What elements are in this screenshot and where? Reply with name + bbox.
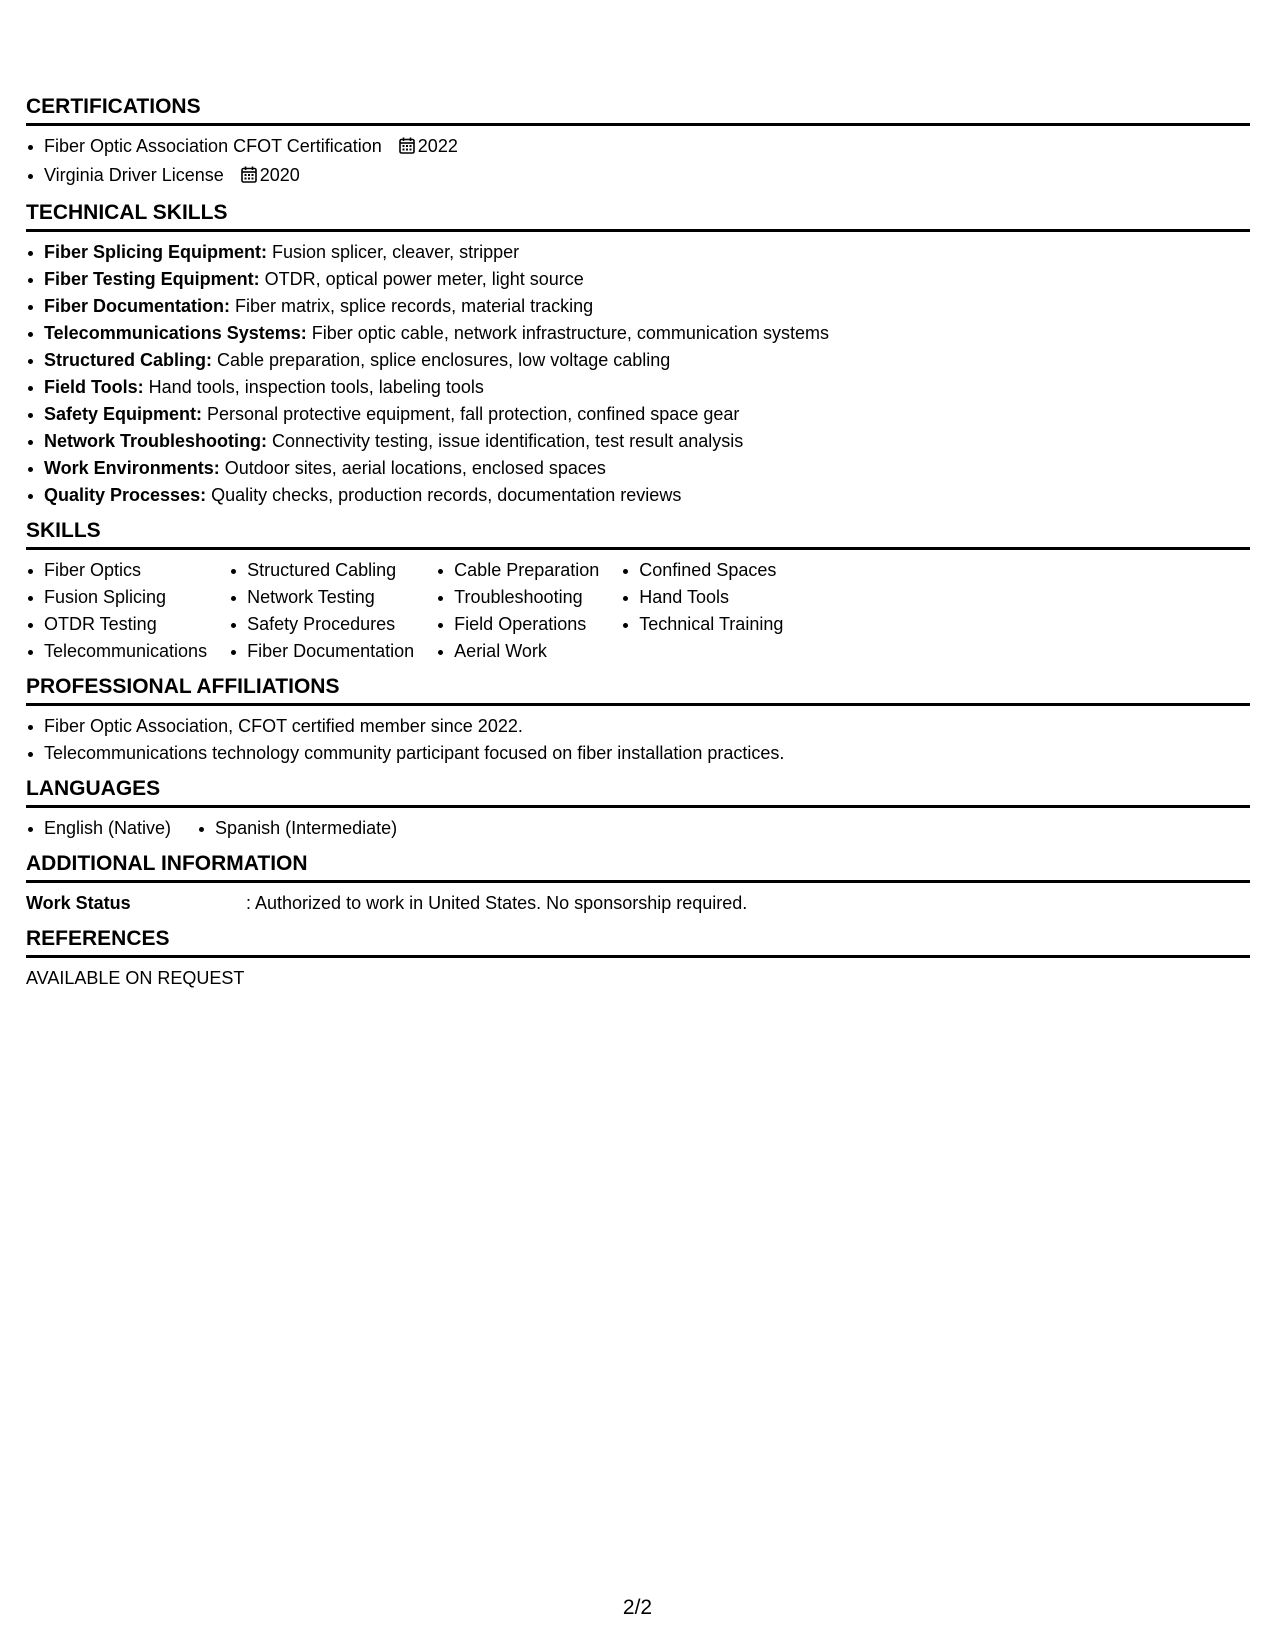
list-item bbox=[26, 133, 1250, 162]
certifications-list bbox=[26, 133, 1250, 191]
skill-detail: Fiber optic cable, network infrastructure, communication systems bbox=[306, 323, 829, 343]
list-item: Confined Spaces bbox=[621, 557, 783, 584]
list-item bbox=[26, 482, 1250, 509]
skill-category: Telecommunications Systems: bbox=[44, 323, 307, 343]
calendar-icon bbox=[241, 164, 257, 191]
skill-category: Fiber Documentation: bbox=[44, 296, 231, 316]
list-item: Fiber Documentation bbox=[229, 638, 414, 665]
list-item: Spanish (Intermediate) bbox=[197, 815, 397, 842]
list-item: Hand Tools bbox=[621, 584, 783, 611]
list-item bbox=[26, 428, 1250, 455]
list-item bbox=[26, 347, 1250, 374]
work-status-value: : Authorized to work in United States. No sponsorship required. bbox=[246, 893, 748, 913]
additional-info-section bbox=[26, 851, 1250, 917]
skill-category: Quality Processes: bbox=[44, 485, 207, 505]
skill-category: Fiber Splicing Equipment: bbox=[44, 242, 268, 262]
references-text: AVAILABLE ON REQUEST bbox=[26, 968, 245, 988]
skills-column bbox=[436, 557, 599, 665]
skill-detail: Quality checks, production records, documentation reviews bbox=[206, 485, 682, 505]
skill-category: Work Environments: bbox=[44, 458, 220, 478]
skills-columns bbox=[26, 557, 1250, 665]
list-item: Safety Procedures bbox=[229, 611, 414, 638]
technical-skills-list bbox=[26, 239, 1250, 509]
list-item: Fiber Optics bbox=[26, 557, 207, 584]
list-item bbox=[26, 455, 1250, 482]
list-item: Fiber Optic Association, CFOT certified member since 2022. bbox=[26, 713, 1250, 740]
skill-detail: OTDR, optical power meter, light source bbox=[259, 269, 584, 289]
work-status-row bbox=[26, 890, 1250, 917]
skill-detail: Outdoor sites, aerial locations, enclosed spaces bbox=[219, 458, 606, 478]
list-item: English (Native) bbox=[26, 815, 171, 842]
list-item: Troubleshooting bbox=[436, 584, 599, 611]
skill-detail: Personal protective equipment, fall protection, confined space gear bbox=[202, 404, 740, 424]
skills-column bbox=[26, 557, 207, 665]
list-item bbox=[26, 239, 1250, 266]
list-item: Structured Cabling bbox=[229, 557, 414, 584]
skill-category: Safety Equipment: bbox=[44, 404, 203, 424]
list-item: Field Operations bbox=[436, 611, 599, 638]
skill-detail: Connectivity testing, issue identification, test result analysis bbox=[267, 431, 744, 451]
list-item: Telecommunications bbox=[26, 638, 207, 665]
skill-detail: Hand tools, inspection tools, labeling tools bbox=[143, 377, 484, 397]
certification-year: 2020 bbox=[259, 165, 300, 185]
skills-column bbox=[621, 557, 783, 665]
list-item bbox=[26, 162, 1250, 191]
section-title: LANGUAGES bbox=[26, 776, 1250, 808]
affiliations-section bbox=[26, 674, 1250, 767]
list-item bbox=[26, 374, 1250, 401]
skill-category: Field Tools: bbox=[44, 377, 144, 397]
list-item: Technical Training bbox=[621, 611, 783, 638]
list-item: Cable Preparation bbox=[436, 557, 599, 584]
certification-year: 2022 bbox=[417, 136, 458, 156]
section-title: ADDITIONAL INFORMATION bbox=[26, 851, 1250, 883]
certification-name: Virginia Driver License bbox=[44, 165, 224, 185]
list-item bbox=[26, 320, 1250, 347]
skill-detail: Fusion splicer, cleaver, stripper bbox=[267, 242, 520, 262]
skills-section bbox=[26, 518, 1250, 665]
skill-category: Fiber Testing Equipment: bbox=[44, 269, 260, 289]
list-item: Fusion Splicing bbox=[26, 584, 207, 611]
skill-category: Structured Cabling: bbox=[44, 350, 213, 370]
affiliations-list bbox=[26, 713, 1250, 767]
skills-column bbox=[229, 557, 414, 665]
list-item: Aerial Work bbox=[436, 638, 599, 665]
list-item: Telecommunications technology community participant focused on fiber installation practices. bbox=[26, 740, 1250, 767]
section-title: TECHNICAL SKILLS bbox=[26, 200, 1250, 232]
list-item bbox=[26, 401, 1250, 428]
resume-page bbox=[26, 94, 1250, 1001]
languages-section bbox=[26, 776, 1250, 842]
section-title: REFERENCES bbox=[26, 926, 1250, 958]
section-title: CERTIFICATIONS bbox=[26, 94, 1250, 126]
section-title: PROFESSIONAL AFFILIATIONS bbox=[26, 674, 1250, 706]
section-title: SKILLS bbox=[26, 518, 1250, 550]
technical-skills-section bbox=[26, 200, 1250, 509]
list-item: OTDR Testing bbox=[26, 611, 207, 638]
certifications-section bbox=[26, 94, 1250, 191]
list-item: Network Testing bbox=[229, 584, 414, 611]
list-item bbox=[26, 266, 1250, 293]
certification-name: Fiber Optic Association CFOT Certification bbox=[44, 136, 382, 156]
languages-list bbox=[26, 815, 1250, 842]
skill-detail: Cable preparation, splice enclosures, low voltage cabling bbox=[212, 350, 671, 370]
work-status-label: Work Status bbox=[26, 893, 131, 913]
list-item bbox=[26, 293, 1250, 320]
skill-detail: Fiber matrix, splice records, material tracking bbox=[230, 296, 594, 316]
page-number: 2/2 bbox=[622, 1596, 653, 1619]
skill-category: Network Troubleshooting: bbox=[44, 431, 267, 451]
calendar-icon bbox=[399, 135, 415, 162]
references-section bbox=[26, 926, 1250, 992]
